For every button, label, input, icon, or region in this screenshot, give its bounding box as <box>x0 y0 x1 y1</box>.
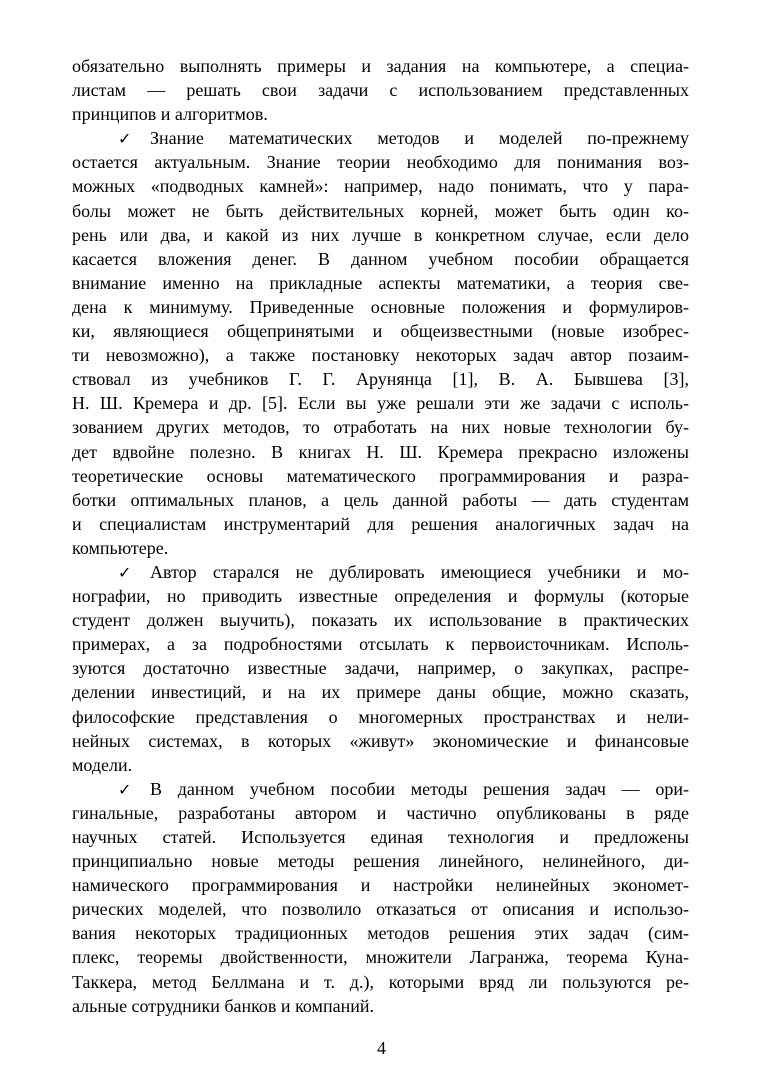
text-line <box>72 367 689 391</box>
line-text: дет вдвойне полезно. В книгах Н. Ш. Кремера прекрасно изложены <box>72 441 689 462</box>
text-line <box>72 680 689 704</box>
text-line <box>72 753 689 777</box>
text-line <box>72 223 689 247</box>
checkmark-icon: ✓ <box>118 562 132 582</box>
text-line <box>72 849 689 873</box>
line-text: можных «подводных камней»: например, надо понимать, что у пара- <box>72 176 689 197</box>
line-text: касается вложения денег. В данном учебном пособии обращается <box>72 248 689 269</box>
line-text: ки, являющиеся общепринятыми и общеизвестными (новые изобрес- <box>72 321 689 342</box>
text-line <box>72 873 689 897</box>
text-line <box>72 295 689 319</box>
bullet-paragraph <box>72 126 689 560</box>
line-text: намического программирования и настройки нелинейных экономет- <box>72 875 689 896</box>
line-text: нейных системах, в которых «живут» экономические и финансовые <box>72 730 689 751</box>
line-text: листам — решать свои задачи с использованием представленных <box>72 80 689 101</box>
line-text: болы может не быть действительных корней, может быть один ко- <box>72 200 689 221</box>
text-line <box>72 78 689 102</box>
text-line <box>72 440 689 464</box>
text-line <box>72 488 689 512</box>
line-text: ствовал из учебников Г. Г. Арунянца [1], В. А. Бывшева [3], <box>72 369 689 390</box>
line-text: Автор старался не дублировать имеющиеся учебники и мо- <box>150 561 689 582</box>
line-text: ботки оптимальных планов, а цель данной работы — дать студентам <box>72 489 689 510</box>
text-line <box>72 536 689 560</box>
line-text: Знание математических методов и моделей по-прежнему <box>150 128 689 149</box>
page-body <box>72 54 689 1018</box>
text-line <box>72 343 689 367</box>
text-line <box>72 464 689 488</box>
text-line <box>72 199 689 223</box>
text-line <box>72 945 689 969</box>
line-text: Н. Ш. Кремера и др. [5]. Если вы уже решали эти же задачи с исполь- <box>72 393 689 414</box>
line-text: дена к минимуму. Приведенные основные положения и формулиров- <box>72 296 689 317</box>
text-line <box>72 560 689 584</box>
text-line <box>72 319 689 343</box>
line-text: теоретические основы математического программирования и разра- <box>72 465 689 486</box>
text-line <box>72 970 689 994</box>
text-line <box>72 656 689 680</box>
line-text: зуются достаточно известные задачи, например, о закупках, распре- <box>72 658 689 679</box>
text-line <box>72 415 689 439</box>
bullet-paragraph <box>72 560 689 777</box>
text-line <box>72 777 689 801</box>
line-text: рических моделей, что позволило отказаться от описания и использо- <box>72 899 689 920</box>
line-text: и специалистам инструментарий для решения аналогичных задач на <box>72 513 689 534</box>
text-line <box>72 584 689 608</box>
line-text: примерах, а за подробностями отсылать к первоисточникам. Исполь- <box>72 634 689 655</box>
checkmark-icon: ✓ <box>118 779 132 799</box>
text-line <box>72 608 689 632</box>
text-line <box>72 729 689 753</box>
line-text: альные сотрудники банков и компаний. <box>72 995 374 1016</box>
line-text: вания некоторых традиционных методов решения этих задач (сим- <box>72 923 689 944</box>
line-text: плекс, теоремы двойственности, множители Лагранжа, теорема Куна- <box>72 947 689 968</box>
line-text: ти невозможно), а также постановку некоторых задач автор позаим- <box>72 345 689 366</box>
text-line <box>72 247 689 271</box>
line-text: гинальные, разработаны автором и частично опубликованы в ряде <box>72 802 689 823</box>
line-text: модели. <box>72 754 133 775</box>
line-text: студент должен выучить), показать их использование в практических <box>72 610 689 631</box>
line-text: принципиально новые методы решения линейного, нелинейного, ди- <box>72 851 689 872</box>
line-text: зованием других методов, то отработать на них новые технологии бу- <box>72 417 689 438</box>
text-line <box>72 102 689 126</box>
text-line <box>72 897 689 921</box>
page-number: 4 <box>377 1038 386 1058</box>
line-text: философские представления о многомерных пространствах и нели- <box>72 706 689 727</box>
text-line <box>72 126 689 150</box>
text-line <box>72 271 689 295</box>
text-line <box>72 174 689 198</box>
text-line <box>72 825 689 849</box>
paragraph <box>72 54 689 126</box>
text-line <box>72 994 689 1018</box>
text-line <box>72 512 689 536</box>
line-text: внимание именно на прикладные аспекты математики, а теория све- <box>72 272 689 293</box>
text-line <box>72 150 689 174</box>
line-text: компьютере. <box>72 537 169 558</box>
checkmark-icon: ✓ <box>118 129 132 149</box>
line-text: нографии, но приводить известные определения и формулы (которые <box>72 586 689 607</box>
text-line <box>72 632 689 656</box>
line-text: делении инвестиций, и на их примере даны общие, можно сказать, <box>72 682 689 703</box>
line-text: остается актуальным. Знание теории необходимо для понимания воз- <box>72 152 689 173</box>
text-line <box>72 921 689 945</box>
bullet-paragraph <box>72 777 689 1018</box>
text-line <box>72 54 689 78</box>
line-text: Таккера, метод Беллмана и т. д.), которыми вряд ли пользуются ре- <box>72 971 689 992</box>
text-line <box>72 705 689 729</box>
line-text: обязательно выполнять примеры и задания на компьютере, а специа- <box>72 56 689 76</box>
line-text: принципов и алгоритмов. <box>72 104 268 125</box>
line-text: В данном учебном пособии методы решения задач — ори- <box>150 778 689 799</box>
line-text: научных статей. Используется единая технология и предложены <box>72 827 689 847</box>
line-text: рень или два, и какой из них лучше в конкретном случае, если дело <box>72 224 689 245</box>
text-line <box>72 801 689 825</box>
text-line <box>72 391 689 415</box>
